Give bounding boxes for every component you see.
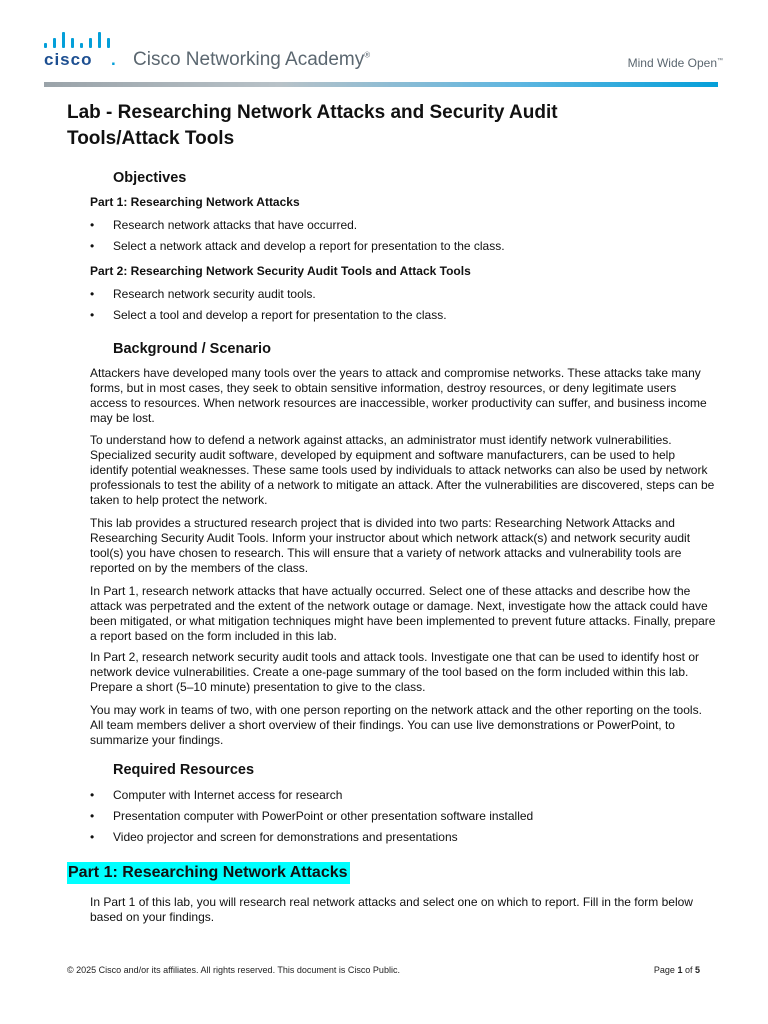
cisco-bars-logo-icon [44,32,112,48]
header-divider [44,82,718,87]
page-of: of [682,965,695,975]
background-paragraph: Attackers have developed many tools over the years to attack and compromise networks. These attacks take many forms, but in most cases, they seek to obtain sensitive information, destroy resources, or deny legitimate users access to resources. When network resources are inaccessible, worker productivity can suffer, and business income may be lost. [90,366,707,425]
cisco-wordmark: cisco [44,50,93,69]
resources-heading: Required Resources [113,762,255,778]
list-item: • Presentation computer with PowerPoint or other presentation software installed [90,809,710,824]
tagline [628,56,723,70]
objectives-heading: Objectives [113,170,187,186]
background-paragraph: To understand how to defend a network against attacks, an administrator must identify network vulnerabilities. Specialized security audit software, developed by equipment and software manufacturers, can be used to help identify potential weaknesses. These same tools used by individuals to attack networks can also be used by network professionals to test the ability of a network to mitigate an attack. After the vulnerabilities are discovered, steps can be taken to help protect the network. [90,433,715,507]
list-item: • Research network security audit tools. [90,287,710,302]
document-title: Lab - Researching Network Attacks and Security Audit Tools/Attack Tools [67,102,558,149]
page-prefix: Page [653,965,678,975]
background-paragraph: In Part 1, research network attacks that have actually occurred. Select one of these attacks and describe how the attack was perpetrated and the extent of the network outage or damage. Next, investigate how the attack could have been mitigated, or what mitigation techniques might have been implemented to prevent future attacks. Finally, prepare a report based on the form included in this lab. [90,584,716,643]
tagline-text: Mind Wide Open [627,56,717,70]
background-paragraph: This lab provides a structured research project that is divided into two parts: Researching Network Attacks and Researching Security Audit Tools. Inform your instructor about which network attack(s) and network security audit tool(s) you have chosen to research. This will ensure that a variety of network attacks and vulnerability tools are reported on by the members of the class. [90,516,691,575]
objectives-part1-heading: Part 1: Researching Network Attacks [90,195,300,209]
page-total: 5 [694,965,700,975]
background-heading: Background / Scenario [113,341,271,357]
trademark-mark: ™ [717,58,723,64]
objectives-part2-heading: Part 2: Researching Network Security Audit Tools and Attack Tools [90,264,471,278]
list-item: • Research network attacks that have occurred. [90,218,710,233]
objectives-part1-list [90,218,710,260]
footer-page-number [654,965,700,975]
list-item: • Video projector and screen for demonstrations and presentations [90,830,710,845]
part1-heading: Part 1: Researching Network Attacks [67,862,350,884]
academy-name [133,49,370,71]
background-paragraph: You may work in teams of two, with one person reporting on the network attack and the other reporting on the tools. All team members deliver a short overview of their findings. You can use live demonstrations or PowerPoint, to summarize your findings. [90,703,702,747]
registered-mark: ® [364,50,371,60]
resources-list [90,788,710,851]
part1-intro: In Part 1 of this lab, you will research real network attacks and select one on which to report. Fill in the form below based on your findings. [90,895,693,924]
list-item: • Select a tool and develop a report for presentation to the class. [90,308,710,323]
list-item: • Select a network attack and develop a report for presentation to the class. [90,239,710,254]
page-current: 1 [677,965,683,975]
objectives-part2-list [90,287,710,329]
academy-name-text: Cisco Networking Academy [133,49,365,70]
background-paragraph: In Part 2, research network security audit tools and attack tools. Investigate one that can be used to identify host or network device vulnerabilities. Create a one-page summary of the tool based on the form included within this lab. Prepare a short (5–10 minute) presentation to give to the class. [90,650,700,694]
cisco-wordmark-dot: . [111,50,116,69]
footer-copyright: © 2025 Cisco and/or its affiliates. All rights reserved. This document is Cisco Public. [67,965,400,975]
page-header [0,0,768,90]
list-item: • Computer with Internet access for research [90,788,710,803]
